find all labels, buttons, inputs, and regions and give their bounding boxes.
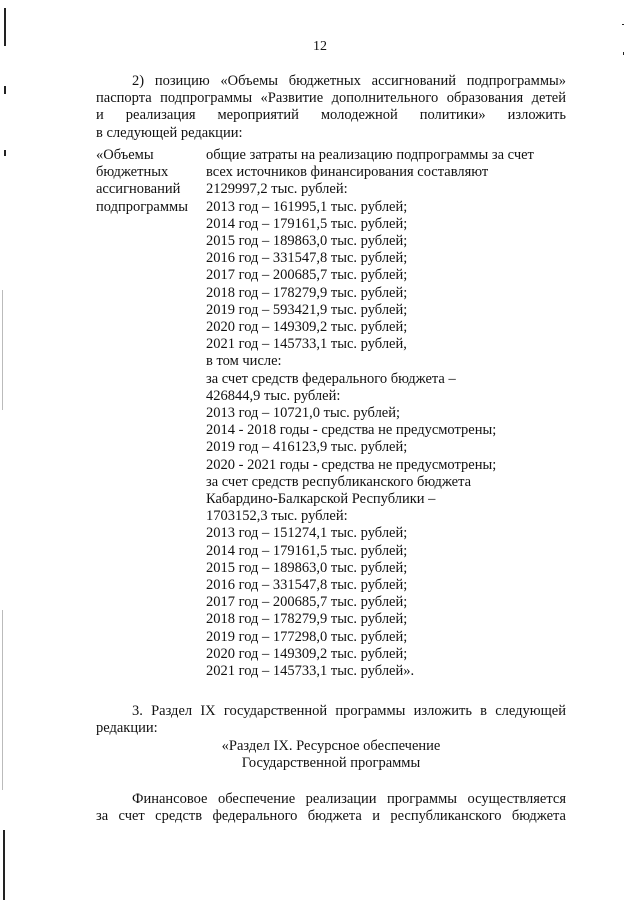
table-value: 2129997,2 тыс. рублей: [206,181,348,198]
table-value: 2019 год – 177298,0 тыс. рублей; [206,628,408,645]
paragraph-4 [96,791,566,825]
table-value: 426844,9 тыс. рублей: [206,387,341,404]
table-value: 2015 год – 189863,0 тыс. рублей; [206,559,408,576]
scan-mark [4,150,6,156]
text-line: 3. Раздел IX государственной программы изложить в следующей [132,703,566,719]
scan-mark [4,86,6,94]
table-value: 2018 год – 178279,9 тыс. рублей; [206,284,408,301]
table-value: 2016 год – 331547,8 тыс. рублей; [206,577,408,594]
table-label-column [96,147,204,216]
table-value: 2013 год – 10721,0 тыс. рублей; [206,405,401,422]
table-value: 2014 - 2018 годы - средства не предусмотрены; [206,422,497,439]
table-value: всех источников финансирования составляют [206,164,489,181]
table-value: 2013 год – 161995,1 тыс. рублей; [206,198,408,215]
table-value: 2013 год – 151274,1 тыс. рублей; [206,525,408,542]
heading-line: Государственной программы [241,755,421,772]
table-label: подпрограммы [96,198,188,215]
page-number: 12 [313,39,327,54]
scan-mark [2,290,3,410]
table-value-column [206,147,566,680]
table-value: 2019 год – 416123,9 тыс. рублей; [206,439,408,456]
text-line: и реализация мероприятий молодежной политики» изложить [96,107,566,124]
table-value: 2015 год – 189863,0 тыс. рублей; [206,233,408,250]
text-line: Финансовое обеспечение реализации программы осуществляется [132,791,566,807]
table-label: «Объемы [96,147,154,163]
text-line: редакции: [96,720,158,737]
table-value: общие затраты на реализацию подпрограммы за счет [206,147,534,163]
text-line: в следующей редакции: [96,124,243,141]
table-value: 2014 год – 179161,5 тыс. рублей; [206,542,408,559]
scan-mark [622,24,624,25]
scan-mark [2,610,3,790]
table-value: 2021 год – 145733,1 тыс. рублей, [206,336,407,353]
table-value: в том числе: [206,353,282,370]
table-label: ассигнований [96,181,181,198]
table-value: 2019 год – 593421,9 тыс. рублей; [206,301,408,318]
text-line: 2) позицию «Объемы бюджетных ассигнований подпрограммы» [132,73,566,89]
table-value: 2021 год – 145733,1 тыс. рублей». [206,663,415,680]
scan-mark [3,830,5,900]
text-line: паспорта подпрограммы «Развитие дополнительного образования детей [96,90,566,107]
table-value: Кабардино-Балкарской Республики – [206,491,436,508]
table-value: за счет средств республиканского бюджета [206,473,472,490]
table-value: 2014 год – 179161,5 тыс. рублей; [206,215,408,232]
table-value: 2018 год – 178279,9 тыс. рублей; [206,611,408,628]
table-value: 2020 год – 149309,2 тыс. рублей; [206,319,408,336]
paragraph-2 [96,73,566,142]
paragraph-3 [96,703,566,737]
table-value: 2017 год – 200685,7 тыс. рублей; [206,267,408,284]
table-value: 2016 год – 331547,8 тыс. рублей; [206,250,408,267]
text-line: за счет средств федерального бюджета и республиканского бюджета [96,808,566,825]
table-label: бюджетных [96,164,169,181]
table-value: 2020 год – 149309,2 тыс. рублей; [206,645,408,662]
section-heading [96,738,566,772]
table-value: 2017 год – 200685,7 тыс. рублей; [206,594,408,611]
table-value: 1703152,3 тыс. рублей: [206,508,348,525]
heading-line: «Раздел IX. Ресурсное обеспечение [221,738,441,754]
table-value: за счет средств федерального бюджета – [206,370,456,387]
table-value: 2020 - 2021 годы - средства не предусмотрены; [206,456,497,473]
